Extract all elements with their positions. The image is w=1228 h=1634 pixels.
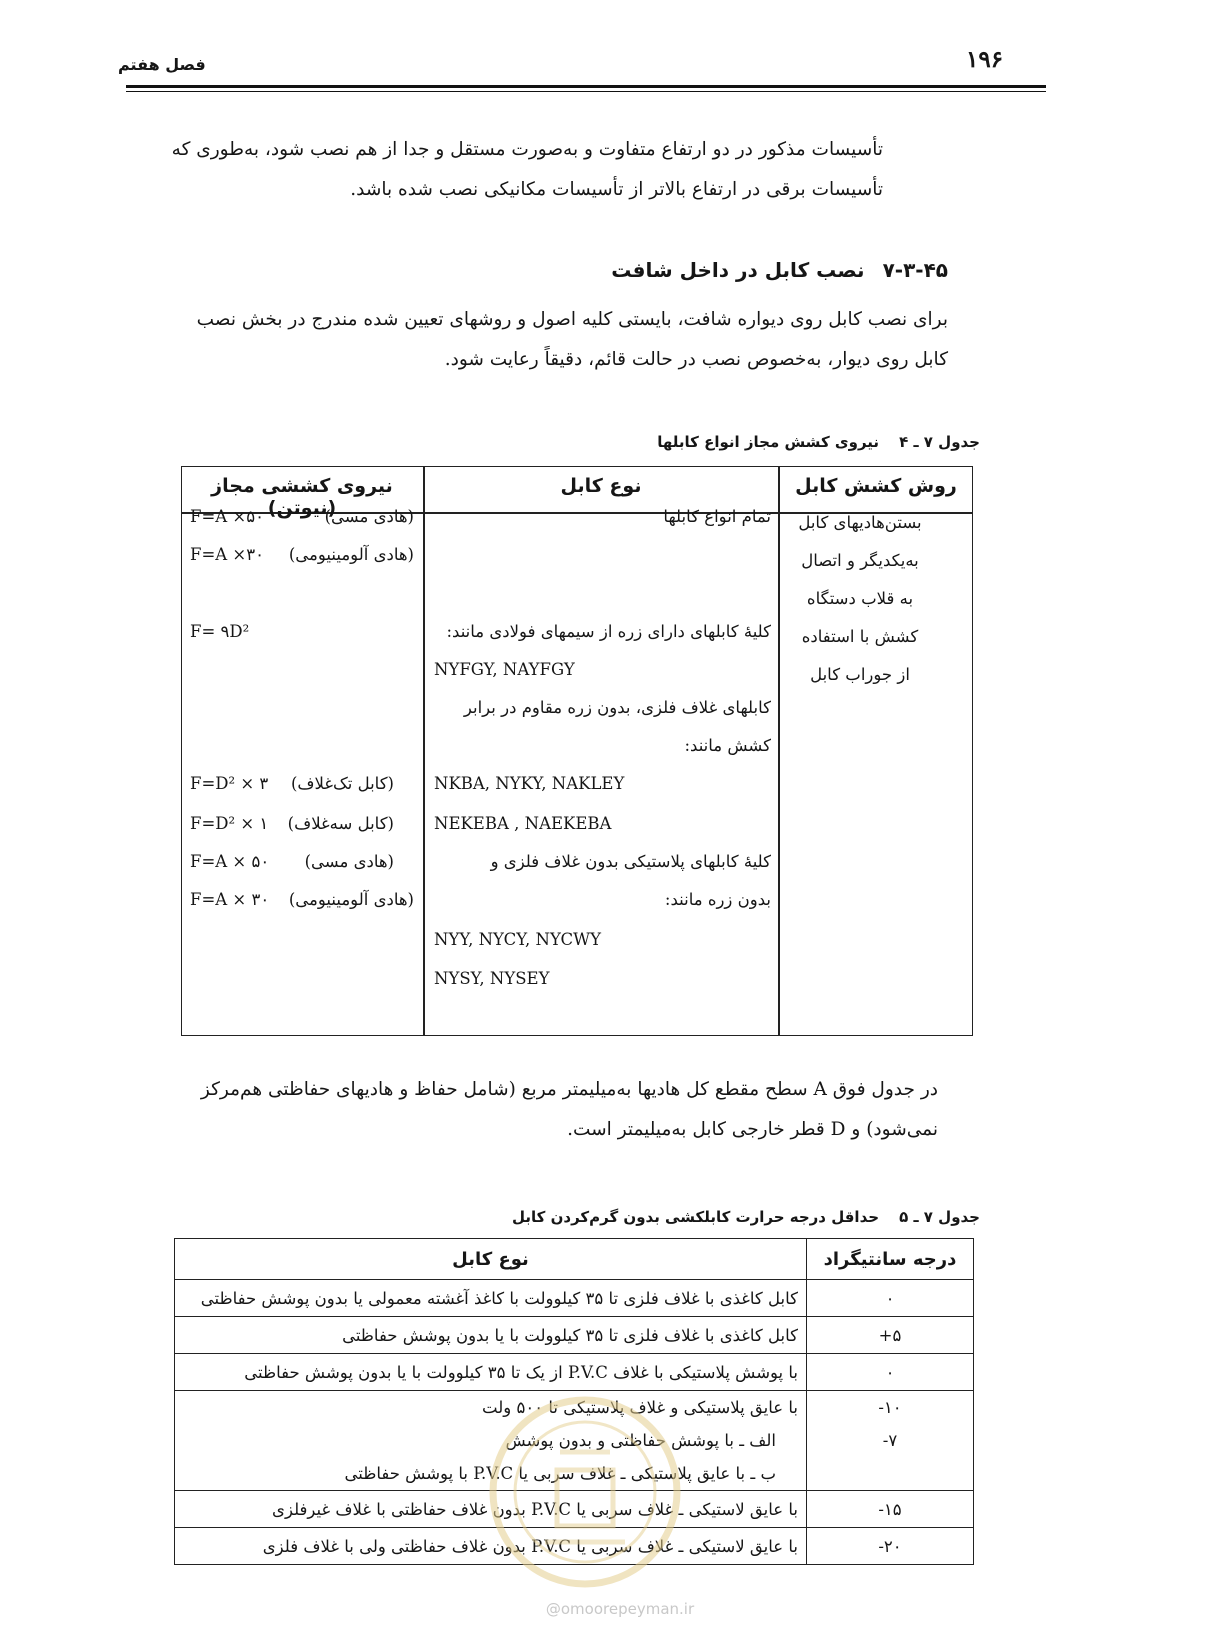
method-line: کشش با استفاده [801,627,919,646]
degree-value: -۱۰ [878,1398,902,1417]
degree-cell: -۲۰ [807,1528,974,1565]
paragraph-line: نمی‌شود) و D قطر خارجی کابل به‌میلیمتر است. [567,1119,938,1140]
degree-cell: -۱۵ [807,1491,974,1528]
cable-type-line: با عایق پلاستیکی و غلاف پلاستیکی تا ۵۰۰ ولت [482,1398,798,1417]
force-note: (هادی مسی) [304,852,394,871]
cable-type-line: الف ـ با پوشش حفاظتی و بدون پوشش [505,1431,776,1450]
column-header-cable-type: نوع کابل [560,475,642,497]
method-line: بستن‌هادیهای کابل [798,513,922,532]
force-note: (هادی آلومینیومی) [288,890,414,909]
degree-cell: ۰ [807,1354,974,1391]
table-caption [560,433,980,451]
cable-type-line: ب ـ با عایق پلاستیکی ـ غلاف سربی یا P.V.C با پوشش حفاظتی [344,1464,776,1483]
cable-type-cell: با پوشش پلاستیکی با غلاف P.V.C از یک تا ۳۵ کیلوولت با یا بدون پوشش حفاظتی [175,1354,807,1391]
column-header-force: نیروی کششی مجاز (نیوتن) [211,475,393,519]
paragraph-line: تأسیسات برقی در ارتفاع بالاتر از تأسیسات مکانیکی نصب شده باشد. [350,179,883,200]
header-rule [126,85,1046,88]
paragraph-line: تأسیسات مذکور در دو ارتفاع متفاوت و به‌صورت مستقل و جدا از هم نصب شود، به‌طوری که [171,139,883,160]
cable-codes: NYFGY, NAYFGY [434,660,575,679]
force-formula: F=D² × ۱ [190,814,269,833]
watermark-seal [485,1392,685,1592]
table-header-row [175,1239,974,1280]
cable-type-line: کلیهٔ کابلهای دارای زره از سیمهای فولادی مانند: [446,622,771,641]
section-title: نصب کابل در داخل شافت [611,258,865,282]
force-note: (هادی آلومینیومی) [288,545,414,564]
method-line: از جوراب کابل [810,665,910,684]
cable-codes: NEKEBA , NAEKEBA [434,814,612,833]
method-line: به قلاب دستگاه [806,589,914,608]
paragraph-line: برای نصب کابل روی دیواره شافت، بایستی کلیه اصول و روشهای تعیین شده مندرج در بخش نصب [196,309,948,330]
page-number: ۱۹۶ [966,46,1004,73]
cable-type-line: کلیهٔ کابلهای پلاستیکی بدون غلاف فلزی و [490,852,771,871]
paragraph-table-note [118,1070,938,1150]
paragraph-line: کابل روی دیوار، به‌خصوص نصب در حالت قائم، دقیقاً رعایت شود. [444,349,948,370]
cable-type-cell: کابل کاغذی با غلاف فلزی تا ۳۵ کیلوولت با یا بدون پوشش حفاظتی [175,1317,807,1354]
method-line: به‌یکدیگر و اتصال [801,551,919,570]
header-rule-thin [126,91,1046,92]
section-heading [500,258,948,282]
cable-type-cell: با عایق لاستیکی ـ غلاف سربی یا P.V.C بدون غلاف حفاظتی ولی با غلاف فلزی [175,1528,807,1565]
table-row [175,1280,974,1317]
cable-codes: NYSY, NYSEY [434,969,550,988]
paragraph-intro [118,130,883,210]
table-row [175,1317,974,1354]
force-note: (کابل سه‌غلاف) [287,814,394,833]
column-header-degree: درجه سانتیگراد [807,1239,974,1280]
force-formula: F=D² × ۳ [190,774,269,793]
column-header-method: روش کشش کابل [795,475,957,497]
cable-type-cell: با عایق لاستیکی ـ غلاف سربی یا P.V.C بدون غلاف حفاظتی با غلاف غیرفلزی [175,1491,807,1528]
table-number: جدول ۷ ـ ۵ [899,1208,980,1226]
force-formula: F=A × ۳۰ [190,890,270,909]
column-header-cable-type: نوع کابل [175,1239,807,1280]
force-note: (کابل تک‌غلاف) [290,774,394,793]
table-title: حداقل درجه حرارت کابلکشی بدون گرم‌کردن کابل [511,1208,880,1226]
degree-cell: ۰ [807,1280,974,1317]
table-divider [423,467,425,1035]
table-divider [778,467,780,1035]
degree-value: -۷ [882,1431,898,1450]
degree-cell: +۵ [807,1317,974,1354]
paragraph-shaft [118,300,948,380]
paragraph-line: در جدول فوق A سطح مقطع کل هادیها به‌میلیمتر مربع (شامل حفاظ و هادیهای حفاظتی هم‌مرکز [200,1079,938,1100]
force-formula: F=A ×۵۰ [190,507,264,526]
chapter-title: فصل هفتم [118,55,206,74]
section-number: ۷-۳-۴۵ [882,258,948,282]
force-formula: F=A × ۵۰ [190,852,270,871]
cable-type-line: بدون زره مانند: [664,890,771,909]
cable-type-line: کابلهای غلاف فلزی، بدون زره مقاوم در برابر [463,698,771,717]
force-formula: F=A ×۳۰ [190,545,264,564]
cable-codes: NKBA, NYKY, NAKLEY [434,774,625,793]
cable-type-line: تمام انواع کابلها [663,507,771,526]
table-row [175,1354,974,1391]
cable-type-cell: کابل کاغذی با غلاف فلزی تا ۳۵ کیلوولت با کاغذ آغشته معمولی یا بدون پوشش حفاظتی [175,1280,807,1317]
cable-type-line: کشش مانند: [684,736,771,755]
pulling-force-table [181,466,973,1036]
cable-codes: NYY, NYCY, NYCWY [434,930,602,949]
table-caption [500,1208,980,1226]
degree-cell [807,1391,974,1491]
watermark-url: @omoorepeyman.ir [545,1600,695,1618]
force-formula: F= ۹D² [190,622,250,641]
force-note: (هادی مسی) [324,507,414,526]
table-title: نیروی کشش مجاز انواع کابلها [657,433,880,451]
table-number: جدول ۷ ـ ۴ [899,433,980,451]
